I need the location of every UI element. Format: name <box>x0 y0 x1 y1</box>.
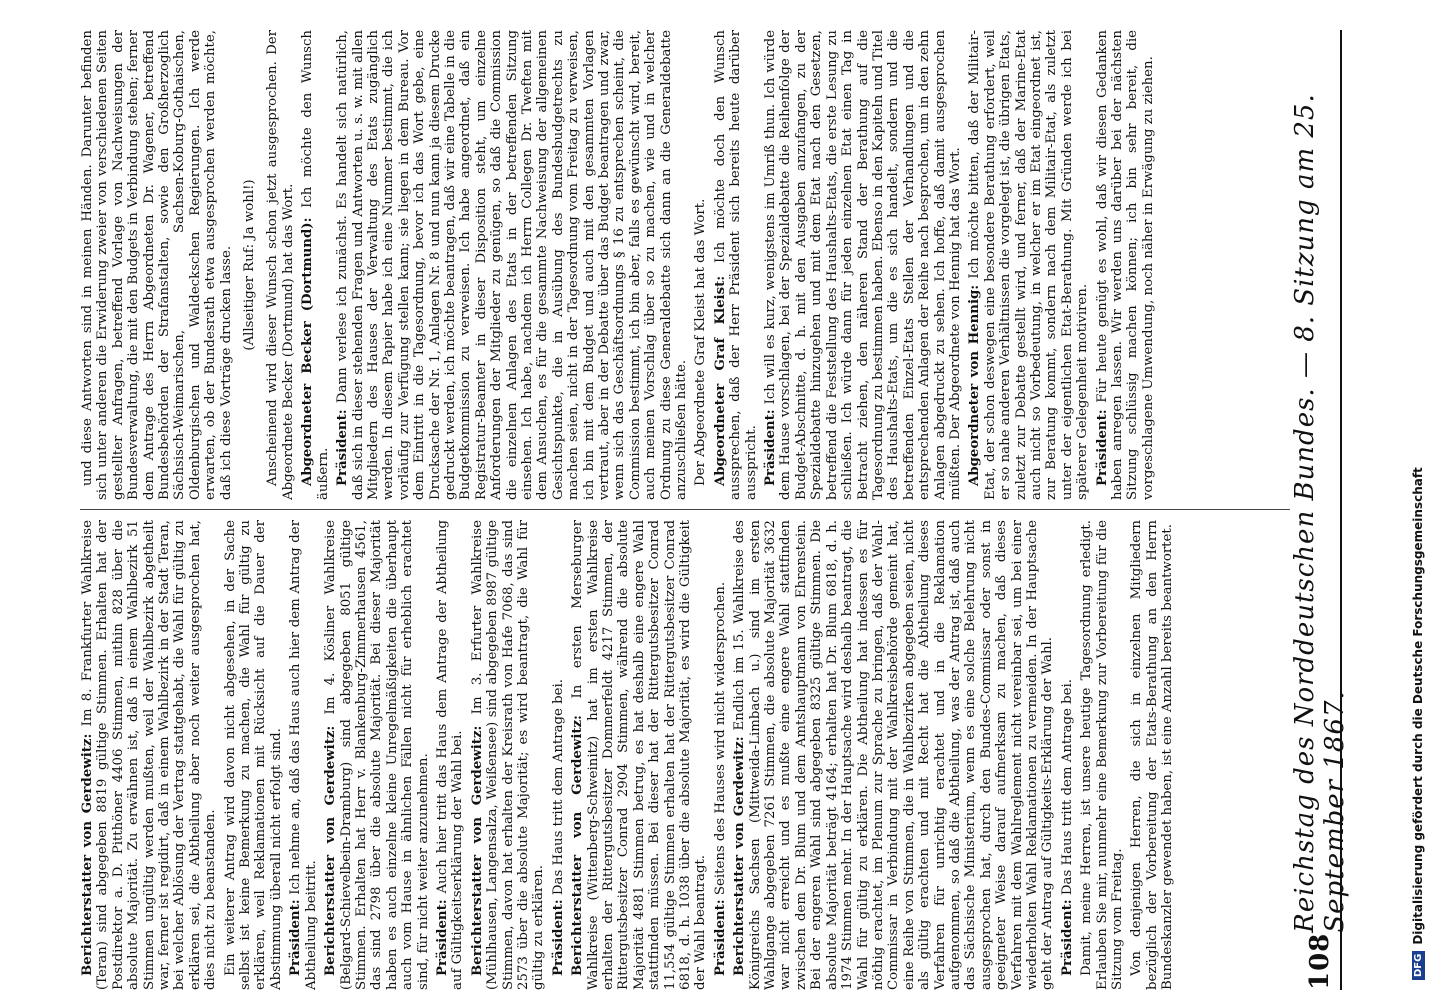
paragraph-text: Auch hier tritt das Haus dem Antrage der Abtheilung auf Gültigkeitserklärung der Wahl bei. <box>434 520 466 990</box>
rotated-page <box>60 0 1360 1000</box>
paragraph <box>288 520 319 990</box>
paragraph <box>713 520 728 990</box>
paragraph <box>1060 520 1075 990</box>
dfg-logo: DFG <box>1412 951 1425 980</box>
paragraph <box>763 30 963 500</box>
speaker-label: Präsident: <box>288 899 304 976</box>
paragraph <box>80 520 219 990</box>
speaker-label: Abgeordneter Graf Kleist: <box>712 275 728 486</box>
paragraph-text: Für heute genügt es wohl, daß wir diesen Gedanken haben anregen lassen. Wir werden uns darüber bei der nächsten Sitzung schlüssig machen können; ich bin sehr bereit, die vorgeschlagene Umwendung, noch näher in Erwägung zu ziehen. <box>1094 30 1156 500</box>
speaker-label: Präsident: <box>712 899 728 976</box>
paragraph <box>570 520 709 990</box>
speaker-label: Berichterstatter von Gerdewitz: <box>80 733 95 976</box>
paragraph-text: Ein weiterer Antrag wird davon nicht abgesehen, in der Sache selbst ist keine Bemerkung zu machen, die Wahl für gültig zu erklären, weil Reklamationen mit Rücksicht auf die Dauer der Abstimmung überall nicht erfolgt sind. <box>222 520 284 990</box>
paragraph <box>732 520 1056 990</box>
paragraph-text: und diese Antworten sind in meinen Händen. Darunter befinden sich unter anderen die Erwiderung zweier von verschiedenen Seiten gestellter Anfragen, betreffend Vorlage von Nachweisungen der Bundesverwaltung, die mit den Budgets in Verbindung stehen; ferner dem Antrage des Herrn Abgeordneten Dr. Wagener, betreffend Bundesbehörden der Strafanstalten, sowie den Großherzoglich Sächsisch-Weimarischen, Sachsen-Koburg-Gothaischen, Oldenburgischen und Waldeckschen Regierungen. Ich werde erwarten, ob der Bundesrath etwa ausgesprochen werden möchte, daß ich diese Vorträge drucken lasse. <box>80 30 234 500</box>
left-column <box>80 520 1290 990</box>
paragraph <box>265 30 296 500</box>
column-divider <box>80 509 1290 510</box>
speaker-label: Präsident: <box>1094 409 1110 486</box>
paragraph-text: Seitens des Hauses wird nicht widersprochen. <box>712 581 728 896</box>
paragraph <box>713 30 759 500</box>
paragraph-text: Das Haus tritt dem Antrage bei. <box>550 679 566 896</box>
paragraph-text: Im 4. Kösliner Wahlkreise (Belgard-Schievelbein-Dramburg) sind abgegeben 8051 gültige Stimmen. Erhalten hat Herr v. Blankenburg-Zimmerhausen 4561, das sind 2798 über die absolute Majorität. Bei dieser Majorität haben es auch einzelne kleine Unregelmäßigkeiten die überhaupt auch vom Hause in ähnlichen Fällen nicht für erheblich erachtet sind, für nicht weiter anzunehmen. <box>323 520 431 990</box>
paragraph-text: In ersten Merseburger Wahlkreise (Wittenberg-Schweinitz) hat im ersten Wahlkreise erhalten der Rittergutsbesitzer Dommerfeldt 4217 Stimmen, der Rittergutsbesitzer Conrad 2904 Stimmen, während die absolute Majorität 4881 Stimmen betrug, es hat deshalb eine engere Wahl stattfinden müssen. Bei dieser hat der Rittergutsbesitzer Conrad 11,554 gültige Stimmen erhalten hat der Rittergutsbesitzer Conrad 6818, d. h. 1038 über die absolute Majorität, es wird die Gültigkeit der Wahl beantragt. <box>570 520 709 990</box>
speaker-label: Abgeordneter Becker (Dortmund): <box>300 217 316 486</box>
paragraph-text: (Allseitiger Ruf: Ja wohl!) <box>242 179 258 351</box>
paragraph-text: Damit, meine Herren, ist unsere heutige Tagesordnung erledigt. Erlauben Sie mir, nunmehr eine Bemerkung zur Vorbereitung für die Sitzung vom Freitag. <box>1079 520 1125 990</box>
paragraph <box>1095 30 1157 500</box>
paragraph <box>323 520 431 990</box>
paragraph <box>300 30 331 500</box>
speaker-label: Abgeordneter von Hennig: <box>967 284 983 486</box>
paragraph <box>470 520 547 990</box>
paragraph-text: Das Haus tritt dem Antrage bei. <box>1059 679 1075 896</box>
paragraph-text: Ich möchte bitten, daß der Militair-Etat, der schon deswegen eine besondere Berathung erfordert, weil er so nahe anderen Verhältnissen die vorgelegt ist, die übrigen Etats, zuletzt zur Debatte gestellt wird, und ferner, daß der Marine-Etat auch nicht so Vorbedeutung, in welcher er im Etat eingeordnet ist, zur Beratung kommt, sondern nach dem Militair-Etat, als zuletzt unter der eigentlichen Etat-Berathung. Mit Gründen werde ich bei späterer Gelegenheit motiviren. <box>967 30 1091 500</box>
paragraph-text: Ich will es kurz, wenigstens im Umriß thun. Ich würde dem Hause vorschlagen, bei der Spezialdebatte die Reihenfolge der Budget-Abschnitte, d. h. mit den Ausgaben anzufangen, zu der Spezialdebatte hinzugehen und mit dem Etat nach den Gesetzen, betreffend die Feststellung des Haushalts-Etats, die erste Lesung zu schließen. Ich würde dann für jeden einzelnen Etat einen Tag in Betracht ziehen, den näheren Stand der Berathung auf die Tagesordnung zu bestimmen haben. Ebenso in den Kapiteln und Titel des Haushalts-Etats, um die es sich handelt, sondern und die betreffenden Einzel-Etats Stellen der Verhandlungen und die entsprechenden Anlagen der Reihe nach besprochen, um in den zehn Anlagen abgedruckt zu sehen. Ich hoffe, daß damit ausgesprochen müßten. Der Abgeordnete von Hennig hat das Wort. <box>763 30 963 500</box>
funding-note: Digitalisierung gefördert durch die Deutsche Forschungsgemeinschaft <box>1411 467 1425 945</box>
paragraph <box>435 520 466 990</box>
paragraph <box>335 30 689 500</box>
paragraph-text: Ich möchte den Wunsch äußern. <box>300 30 331 500</box>
paragraph <box>551 520 566 990</box>
paragraph-text: Von denjenigen Herren, die sich in einzelnen Mitgliedern bezüglich der Vorbereitung der Etats-Berathung an den Herrn Bundeskanzler gewendet haben, ist eine Anzahl bereits beantwortet. <box>1129 520 1176 990</box>
speaker-label: Berichterstatter von Gerdewitz: <box>732 736 748 976</box>
speaker-label: Berichterstatter von Gerdewitz: <box>323 725 339 976</box>
page-number: 108 <box>1305 932 1335 990</box>
speaker-label: Präsident: <box>763 409 779 486</box>
speaker-label: Präsident: <box>434 899 450 976</box>
paragraph <box>80 30 234 500</box>
speaker-label: Berichterstatter von Gerdewitz: <box>570 715 586 976</box>
paragraph-text: Endlich im 15. Wahlkreise des Königreichs Sachsen (Mittweida-Limbach u.) sind im ersten Wahlgange abgegeben 7261 Stimmen, die absolute Majorität 3632 war nicht erreicht und es mußte eine engere Wahl stattfinden zwischen dem Dr. Blum und dem Amtshauptmann von Ehrenstein. Bei der engeren Wahl sind abgegeben 8325 gültige Stimmen. Die absolute Majorität beträgt 4164; erhalten hat Dr. Blum 6818, d. h. 1974 Stimmen mehr. In der Hauptsache wird deshalb beantragt, die Wahl für gültig zu erklären. Die Abtheilung hat indessen es für nöthig erachtet, im Plenum zur Sprache zu bringen, daß der Wahl-Commissar in Verbindung mit der Wahlkreisbehörde gemeint hat, eine Reihe von Stimmen, die in Wahlbezirken abgegeben seien, nicht als gültig erachten und mit Recht hat die Abtheilung dieses Verfahren für unrichtig erachtet und in die Reklamation aufgenommen, so daß die Abtheilung, was der Antrag ist, daß auch das Sächsische Ministerium, wenn es eine solche Belehrung nicht ausgesprochen hat, durch den Bundes-Commissar oder sonst in geeigneter Weise darauf aufmerksam zu machen, daß dieses Verfahren mit dem Wahlreglement nicht vereinbar sei, um bei einer wiederholten Wahl Reklamationen zu vermeiden. In der Hauptsache geht der Antrag auf Gültigkeits-Erklärung der Wahl. <box>732 520 1056 990</box>
speaker-label: Präsident: <box>335 409 351 486</box>
paragraph-text: Dann verlese ich zunächst. Es handelt sich natürlich, daß sich in dieser stehenden Fragen und Antworten u. s. w. mit allen Mitgliedern des Hauses der Verwaltung des Etats zugänglich werden. In diesem Papier habe ich eine Nummer bestimmt, die ich vorläufig zur Verfügung stellen kann; sie liegen in dem Bureau. Vor dem Eintritt in die Tagesordnung, bevor ich das Wort gebe, eine Drucksache der Nr. 1, Anlagen Nr. 8 und nun kann ja diesem Drucke gedruckt werden, ich möchte beantragen, daß wir eine Tabelle in die Budgetkommission zu verweisen. Ich habe angeordnet, daß ein Registratur-Beamter in dieser Disposition steht, um einzelne Anforderungen der Mitglieder zu genügen, so daß die Commission die einzelnen Anlagen des Etats in der betreffenden Sitzung einsehen. Ich habe, nachdem ich Herrn Collegen Dr. Tweften mit dem Ansuchen, es für die gesammte Nachweisung der allgemeinen Gesichtspunkte, die in Ausübung des Bundesbudgetrechts zu machen seien, nicht in der Tagesordnung vom Freitag zu verweisen, ich bin mit dem Budget und auch mit den gesammten Vorlagen vertraut, aber in der Debatte über das Budget beantragen und zwar, wenn sich das Geschäftsordnungs § 16 zu entsprechen scheint, die Commission bestimmt, ich bin aber, falls es gewünscht wird, bereit, auch meinen Vorschlag über so zu machen, wie und in welcher Ordnung zu diese Generaldebatte sich dann an die Generaldebatte anzuschließen hätte. <box>335 30 690 500</box>
document-sheet <box>60 20 1350 1000</box>
paragraph-text: Im 8. Frankfurter Wahlkreise (Teran) sind abgegeben 8819 gültige Stimmen. Erhalten hat der Postdirektor a. D. Pitthöner 4406 Stimmen, mithin 828 über die absolute Majorität. Zu erwähnen ist, daß in einem Wahlbezirk 51 Stimmen ungültig werden mußten, weil der Wahlbezirk abgetheilt war, ferner ist regidirt, daß in einem Wahlbezirk in der Stadt Teran, bei welcher Ablösung der Vertrag stattgehabt, die Wahl für gültig zu erklären sei, die Abtheilung aber noch weiter ausgesprochen hat, dies nicht zu beanstanden. <box>80 520 219 990</box>
running-title: Reichstag des Norddeutschen Bundes. — 8. Sitzung am 25. September 1867. <box>1290 93 1350 933</box>
paragraph <box>223 520 285 990</box>
digitization-footer <box>1408 20 1428 980</box>
speaker-label: Präsident: <box>1059 899 1075 976</box>
footer-strip <box>1408 20 1428 980</box>
right-column <box>80 30 1290 500</box>
speaker-label: Präsident: <box>550 899 566 976</box>
speaker-label: Berichterstatter von Gerdewitz: <box>469 725 485 976</box>
paragraph <box>1079 520 1125 990</box>
paragraph-text: Anscheinend wird dieser Wunsch schon jetzt ausgesprochen. Der Abgeordnete Becker (Dortmund) hat das Wort. <box>265 30 296 500</box>
paragraph <box>693 30 708 500</box>
paragraph-text: Der Abgeordnete Graf Kleist hat das Wort. <box>693 198 709 486</box>
paragraph <box>967 30 1090 500</box>
paragraph-text: Ich nehme an, daß das Haus auch hier dem Antrag der Abtheilung beitritt. <box>288 520 319 990</box>
page-header <box>1290 30 1350 990</box>
paragraph-text: Ich möchte doch den Wunsch aussprechen, daß der Herr Präsident sich bereits heute darüber ausspricht. <box>712 30 759 500</box>
paragraph-text: Im 3. Erfurter Wahlkreise (Mühlhausen, Langensalza, Weißensee) sind abgegeben 8987 gültige Stimmen, davon hat erhalten der Kreisrath von Hafe 7068, das sind 2573 über die absolute Majorität; es wird beantragt, die Wahl für gültig zu erklären. <box>469 520 547 990</box>
interjection <box>242 30 257 500</box>
paragraph <box>1129 520 1175 990</box>
